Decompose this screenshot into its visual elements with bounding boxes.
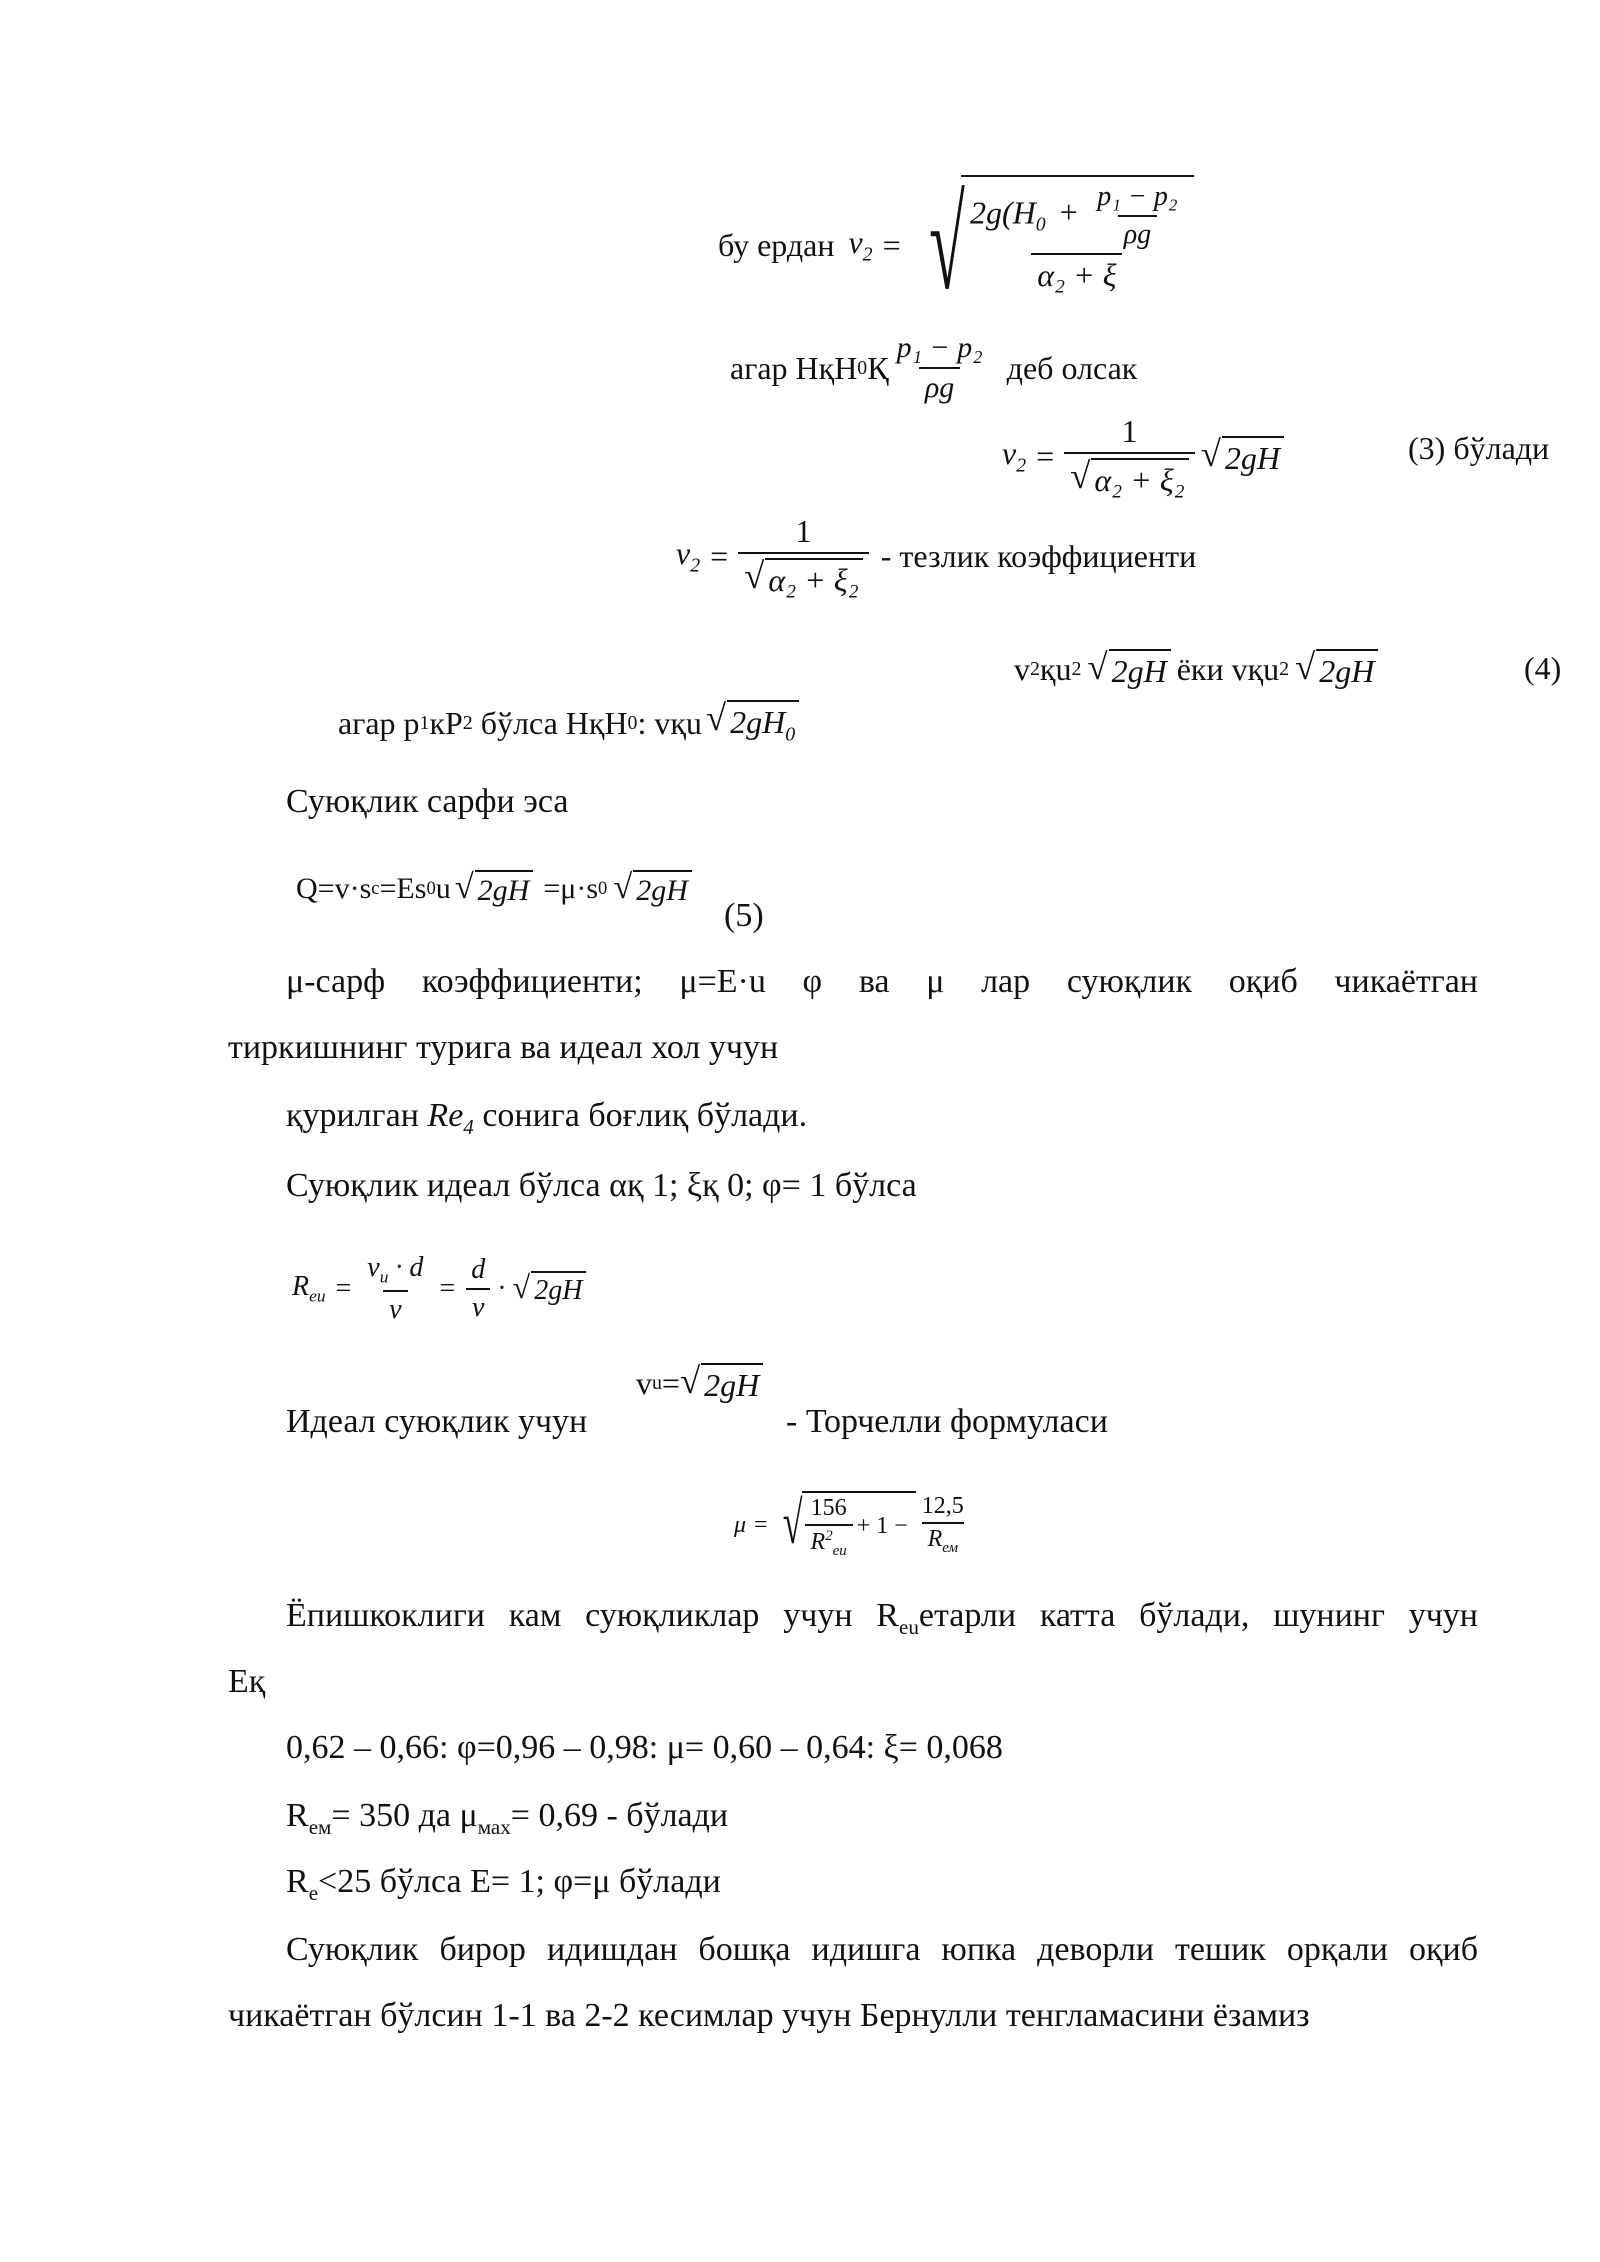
- paragraph-bernoulli-line1: Суюқлик бирор идишдан бошқа идишга юпка деворли тешик орқали оқиб: [286, 1931, 1478, 1968]
- eq5-label: (5): [724, 897, 764, 934]
- formula-5: Q=v·s c =Es 0 u √ 2gH =μ·s 0 √ 2gH: [296, 864, 692, 914]
- paragraph-re4: қурилган $Re_4$ сонига боғлиқ бўлади.: [286, 1097, 808, 1139]
- velocity-coefficient: $v_2$ = 1 √ α₂ + ξ₂ - тезлик коэффициенти: [676, 513, 1197, 598]
- paragraph-viscosity: Ёпишкоклиги кам суюқликлар учун $R_{eu}етарли$ катта бўлади, шунинг учун: [286, 1597, 1478, 1639]
- formula-mu: μ = √ $\frac{156}{R^2_{eu}}$ + 1 − $\frac{12,5}{R_{ем}}$: [734, 1489, 964, 1559]
- sqrt-general: √ $2g(H_0$ + $\frac{\text{p₁ − p₂}}{\rho g}$ α₂ + ξ: [911, 175, 1194, 315]
- condition-line: агар НқН 0 Қ $\frac{\text{p₁ − p₂}}{\rho g}$ деб олсак: [730, 331, 1138, 404]
- formula-3: $v_2$ = 1 √ α₂ + ξ₂ √ 2gH: [1002, 408, 1284, 504]
- v2-symbol: $v_2$: [848, 223, 873, 266]
- eq4-label: (4): [1524, 650, 1562, 686]
- equals-sign: =: [882, 226, 901, 263]
- torricelli-formula: v u = √ 2gH: [636, 1358, 763, 1408]
- bu-erdan-text: бу ердан: [718, 226, 835, 263]
- paragraph-values: 0,62 – 0,66: φ=0,96 – 0,98: μ= 0,60 – 0,64: ξ= 0,068: [286, 1729, 1003, 1766]
- paragraph-flow-rate: Суюқлик сарфи эса: [286, 783, 569, 820]
- torricelli-label: - Торчелли формуласи: [786, 1403, 1108, 1440]
- formula-4: v 2 қu 2 √ 2gH ёки vқu 2 √ 2gH: [1014, 644, 1378, 694]
- paragraph-re25: $R_e<25$ бўлса E= 1; φ=μ бўлади: [286, 1863, 721, 1905]
- paragraph-rem: $R_{ем}= 350$ да $\mu_{мах}= 0,69$ - бўлади: [286, 1797, 729, 1839]
- ideal-fluid-text: Идеал суюқлик учун: [286, 1403, 588, 1440]
- formula-v2-general: [718, 170, 1194, 320]
- paragraph-mu-line1: μ-сарф коэффициенти; μ=E·u φ ва μ лар суюқлик оқиб чикаётган: [286, 963, 1478, 1000]
- eq3-label: (3) бўлади: [1408, 430, 1550, 466]
- paragraph-bernoulli-line2: чикаётган бўлсин 1-1 ва 2-2 кесимлар учун Бернулли тенгламасини ёзамиз: [228, 1997, 1310, 2034]
- condition-p1-p2: агар p 1 кP 2 бўлса НқН 0 : vқu √ $2gH_0$: [338, 698, 799, 748]
- paragraph-ek: Еқ: [228, 1663, 266, 1700]
- formula-reynolds: $R_{eu}$ = $\frac{v_u \cdot d}{\nu}$ = $\frac{d}{\nu}$ · √ 2gH: [292, 1244, 586, 1334]
- paragraph-ideal: Суюқлик идеал бўлса αқ 1; ξқ 0; φ= 1 бўлса: [286, 1167, 917, 1204]
- paragraph-mu-line2: тиркишнинг турига ва идеал хол учун: [228, 1029, 779, 1066]
